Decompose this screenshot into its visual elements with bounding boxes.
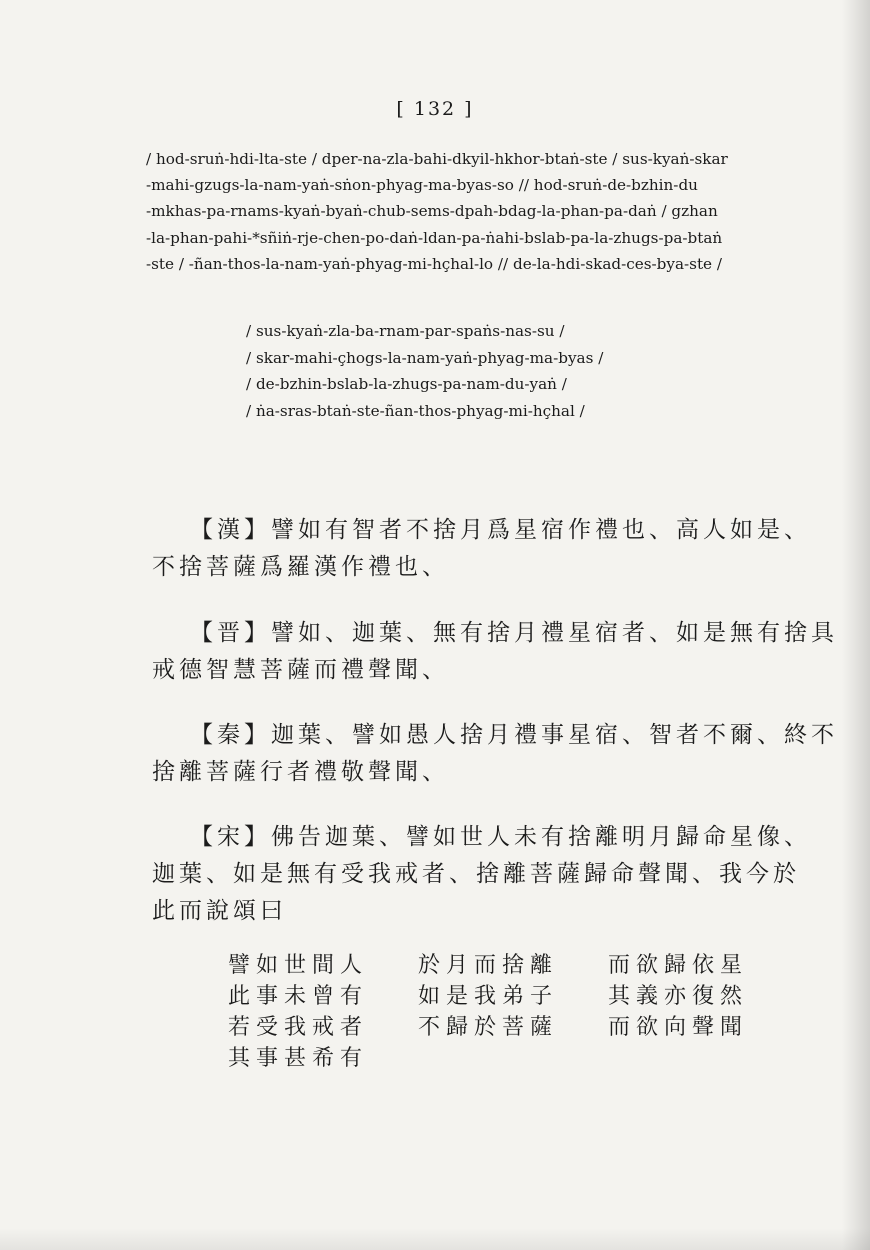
chinese-line: 此而說頌曰 [152,898,287,924]
tibetan-prose-line: -la-phan-pahi-*sñiṅ-rje-chen-po-daṅ-ldan-pa-ṅahi-bslab-pa-la-zhugs-pa-btaṅ [146,228,723,247]
chinese-line: 不捨菩薩爲羅漢作禮也、 [152,554,449,580]
tibetan-verse-line: / skar-mahi-çhogs-la-nam-yaṅ-phyag-ma-byas / [246,348,604,367]
verse-cell: 如是我弟子 [418,984,559,1009]
verse-cell: 譬如世間人 [228,953,369,978]
chinese-passage-qin [152,717,838,791]
chinese-line: 捨離菩薩行者禮敬聲聞、 [152,759,449,785]
scan-shadow-bottom [0,1228,870,1250]
chinese-line: 【秦】迦葉、譬如愚人捨月禮事星宿、智者不爾、終不 [190,722,838,748]
tibetan-prose-line: / hod-sruṅ-hdi-lta-ste / dper-na-zla-bahi-dkyil-hkhor-btaṅ-ste / sus-kyaṅ-skar [146,150,728,168]
tibetan-verse-line: / ṅa-sras-btaṅ-ste-ñan-thos-phyag-mi-hçhal / [246,401,585,420]
chinese-verse [228,950,798,1074]
verse-row [228,981,798,1012]
tibetan-prose-line: -mahi-gzugs-la-nam-yaṅ-sṅon-phyag-ma-byas-so // hod-sruṅ-de-bzhin-du [146,176,698,195]
verse-cell: 不歸於菩薩 [418,1015,559,1040]
chinese-line: 【晋】譬如、迦葉、無有捨月禮星宿者、如是無有捨具 [190,620,838,646]
scan-shadow-right [842,0,870,1250]
verse-row [228,950,798,981]
chinese-passage-han [152,512,832,586]
chinese-line: 【漢】譬如有智者不捨月爲星宿作禮也、高人如是、 [190,517,811,543]
verse-row [228,1012,798,1043]
verse-row [228,1043,798,1074]
chinese-line: 迦葉、如是無有受我戒者、捨離菩薩歸命聲聞、我今於 [152,861,800,887]
verse-cell: 而欲向聲聞 [608,1015,749,1040]
chinese-line: 戒德智慧菩薩而禮聲聞、 [152,657,449,683]
tibetan-verse [246,318,806,424]
tibetan-verse-line: / de-bzhin-bslab-la-zhugs-pa-nam-du-yaṅ / [246,375,567,393]
verse-cell: 其事甚希有 [228,1046,369,1071]
chinese-passage-song [152,819,832,930]
chinese-line: 【宋】佛告迦葉、譬如世人未有捨離明月歸命星像、 [190,824,811,850]
verse-cell: 若受我戒者 [228,1015,369,1040]
page-number: [ 132 ] [396,98,474,120]
tibetan-verse-line: / sus-kyaṅ-zla-ba-rnam-par-spaṅs-nas-su / [246,322,565,340]
tibetan-prose-line: -ste / -ñan-thos-la-nam-yaṅ-phyag-mi-hçhal-lo // de-la-hdi-skad-ces-bya-ste / [146,254,722,273]
verse-cell: 其義亦復然 [608,984,749,1009]
verse-cell: 而欲歸依星 [608,953,749,978]
verse-cell: 於月而捨離 [418,953,559,978]
chinese-passage-jin [152,615,838,689]
tibetan-prose [146,146,846,277]
tibetan-prose-line: -mkhas-pa-rnams-kyaṅ-byaṅ-chub-sems-dpah-bdag-la-phan-pa-daṅ / gzhan [146,202,718,221]
verse-cell: 此事未曾有 [228,984,369,1009]
